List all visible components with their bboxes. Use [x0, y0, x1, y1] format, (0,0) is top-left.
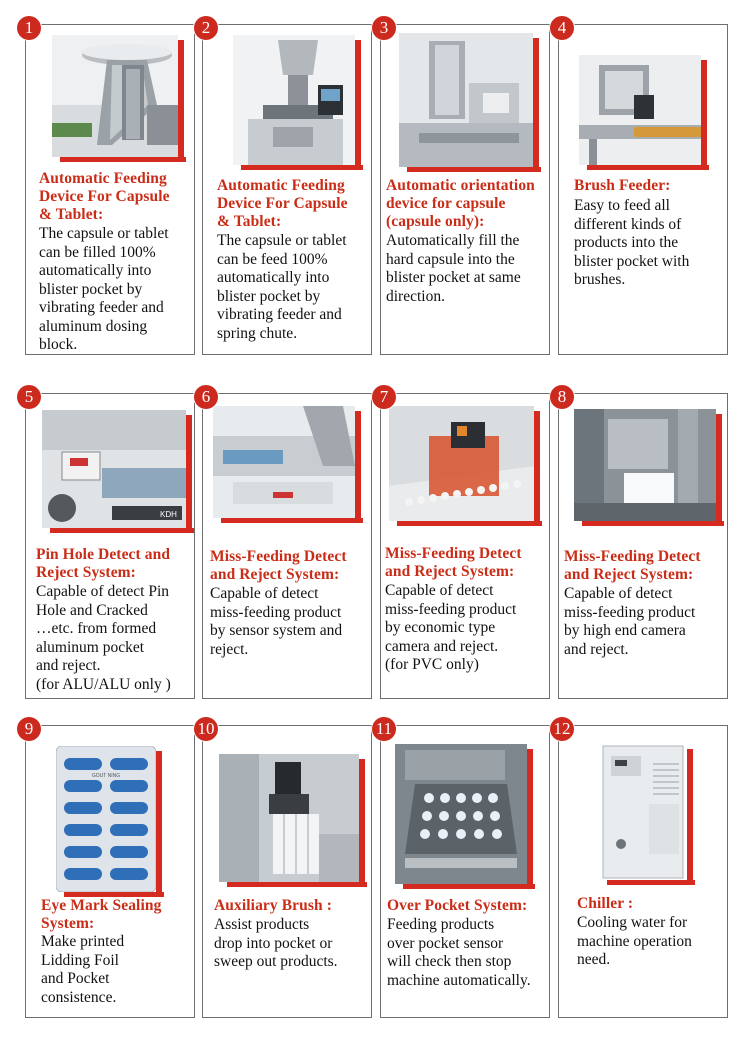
card-number-badge: 5 — [17, 385, 41, 409]
card-title: Miss-Feeding Detect and Reject System: — [210, 548, 347, 583]
orientation-device-photo — [399, 33, 533, 167]
card-number-badge: 7 — [372, 385, 396, 409]
card-title: Miss-Feeding Detect and Reject System: — [564, 548, 701, 583]
card-number-badge: 2 — [194, 16, 218, 40]
card-description: Make printed Lidding Foil and Pocket consistence. — [41, 933, 125, 1006]
card-number-badge: 4 — [550, 16, 574, 40]
card-description: Feeding products over pocket sensor will check then stop machine automatically. — [387, 916, 531, 989]
feature-card-5 — [24, 387, 195, 699]
card-number-badge: 11 — [372, 717, 396, 741]
feature-card-1 — [24, 18, 195, 355]
card-number-badge: 10 — [194, 717, 218, 741]
card-number-badge: 8 — [550, 385, 574, 409]
card-title: Automatic orientation device for capsule (capsule only): — [386, 177, 535, 230]
feature-card-12 — [553, 719, 728, 1018]
pin-hole-detect-photo — [42, 410, 186, 528]
feature-card-3 — [379, 18, 550, 355]
card-title: Brush Feeder: — [574, 177, 671, 194]
chiller-photo — [599, 744, 687, 880]
card-description: Capable of detect miss-feeding product by high end camera and reject. — [564, 585, 696, 658]
card-number-badge: 6 — [194, 385, 218, 409]
card-title: Automatic Feeding Device For Capsule & Tablet: — [217, 177, 348, 230]
sensor-detect-photo — [213, 406, 355, 518]
card-title: Auxiliary Brush : — [214, 897, 332, 914]
feature-card-6 — [201, 387, 372, 699]
card-title: Pin Hole Detect and Reject System: — [36, 546, 171, 581]
card-title: Eye Mark Sealing System: — [41, 897, 162, 932]
panel-label: KDH — [160, 510, 177, 519]
card-number-badge: 9 — [17, 717, 41, 741]
feature-card-8 — [557, 387, 728, 699]
brush-feeder-photo — [579, 55, 701, 165]
card-description: Cooling water for machine operation need. — [577, 914, 692, 968]
card-description: The capsule or tablet can be filled 100% automatically into blister pocket by vibrating feeder and aluminum dosing block. — [39, 225, 169, 353]
card-description: Capable of detect miss-feeding product by sensor system and reject. — [210, 585, 343, 658]
card-description: Capable of detect miss-feeding product by economic type camera and reject. (for PVC only) — [385, 582, 517, 673]
card-number-badge: 12 — [550, 717, 574, 741]
eye-mark-blister-photo — [56, 746, 156, 892]
over-pocket-photo — [395, 744, 527, 884]
card-description: Capable of detect Pin Hole and Cracked …etc. from formed aluminum pocket and reject. (for ALU/ALU only ) — [36, 583, 171, 693]
feature-card-11 — [375, 719, 550, 1018]
feature-card-7 — [379, 387, 550, 699]
card-title: Miss-Feeding Detect and Reject System: — [385, 545, 522, 580]
auxiliary-brush-photo — [219, 754, 359, 882]
tablet-feeder-photo — [233, 35, 355, 165]
card-description: The capsule or tablet can be feed 100% automatically into blister pocket by vibrating feeder and spring chute. — [217, 232, 347, 342]
card-number-badge: 3 — [372, 16, 396, 40]
feature-card-10 — [197, 719, 372, 1018]
card-description: Automatically fill the hard capsule into the blister pocket at same direction. — [386, 232, 521, 305]
capsule-feeder-photo — [52, 35, 178, 157]
blister-print-label: GOUT NING — [91, 773, 121, 779]
card-description: Easy to feed all different kinds of products into the blister pocket with brushes. — [574, 197, 690, 288]
card-number-badge: 1 — [17, 16, 41, 40]
feature-card-9 — [24, 719, 195, 1018]
card-title: Automatic Feeding Device For Capsule & Tablet: — [39, 170, 170, 223]
card-title: Over Pocket System: — [387, 897, 528, 914]
feature-card-2 — [201, 18, 372, 355]
high-end-camera-photo — [574, 409, 716, 521]
card-description: Assist products drop into pocket or sweep out products. — [214, 916, 338, 970]
card-title: Chiller : — [577, 895, 634, 912]
camera-detect-photo — [389, 406, 534, 521]
feature-card-4 — [557, 18, 728, 355]
